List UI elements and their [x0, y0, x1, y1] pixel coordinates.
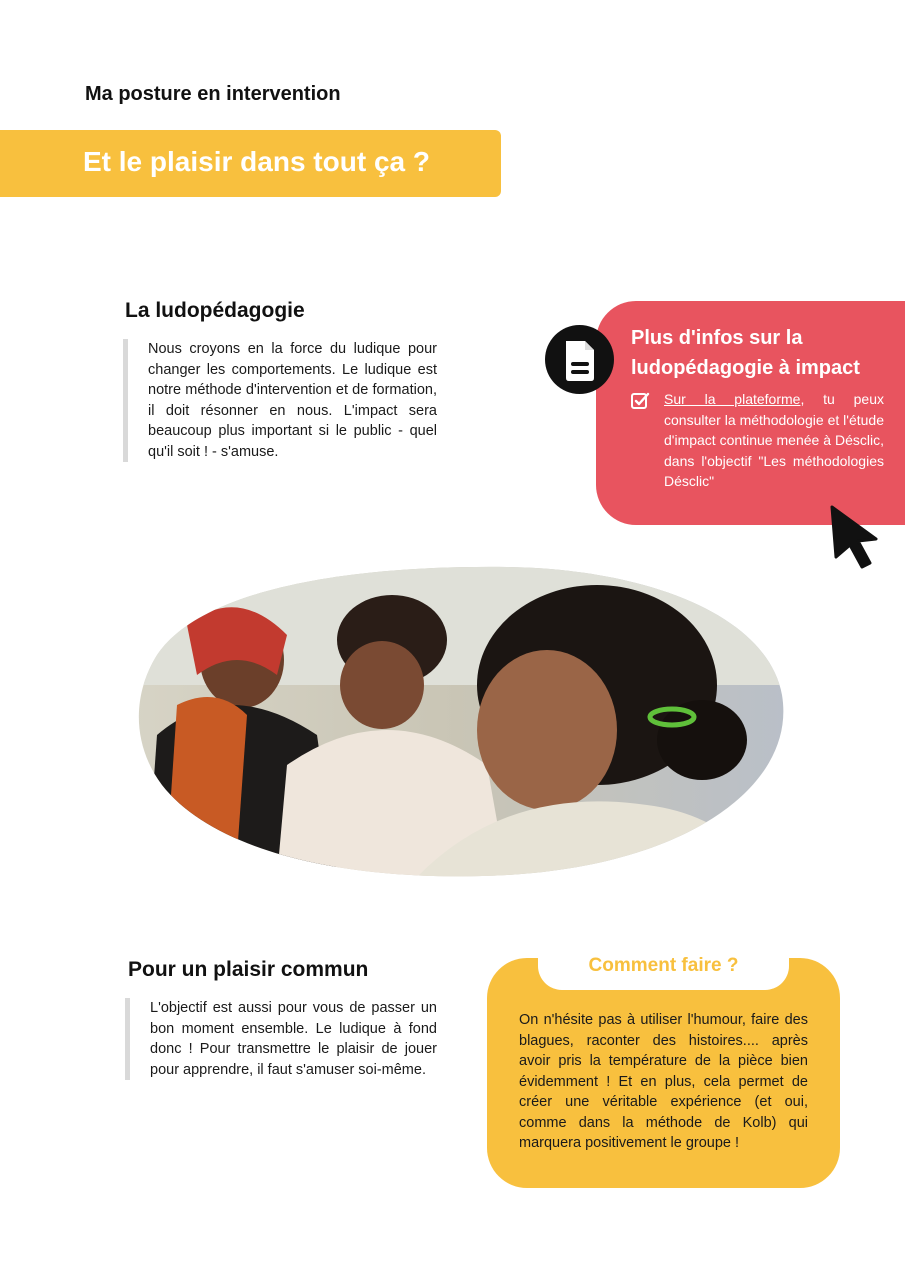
info-title: Plus d'infos sur la ludopédagogie à impact: [631, 327, 860, 379]
document-icon: [545, 325, 614, 394]
plaisir-heading: Pour un plaisir commun: [128, 958, 369, 981]
howto-title: Comment faire ?: [588, 955, 739, 976]
info-text: , tu peux consulter la méthodologie et l'étude d'impact continue menée à Désclic, dans l'objectif "Les méthodologies Désclic": [664, 391, 884, 489]
title-banner: [0, 130, 501, 197]
cursor-icon: [828, 503, 884, 576]
ludo-text: Nous croyons en la force du ludique pour changer les comportements. Le ludique est notre méthode d'intervention et de formation, il doit résonner en nous. L'impact sera beaucoup plus important si le public - quel qu'il soit ! - s'amuse.: [123, 339, 437, 462]
info-body: [664, 389, 884, 492]
group-photo: [127, 565, 787, 877]
howto-text: On n'hésite pas à utiliser l'humour, faire des blagues, raconter des histoires.... après avoir pris la température de la pièce bien évidemment ! Et en plus, cela permet de créer une véritable expérience (et oui, comme dans la méthode de Kolb) qui marquera positivement le groupe !: [519, 1012, 808, 1151]
plaisir-text: L'objectif est aussi pour vous de passer un bon moment ensemble. Le ludique à fond donc ! Pour transmettre le plaisir de jouer pour apprendre, il faut s'amuser soi-même.: [125, 998, 437, 1080]
platform-link[interactable]: Sur la plateforme: [664, 391, 801, 407]
info-callout: [596, 301, 905, 525]
ludo-heading: La ludopédagogie: [125, 299, 305, 322]
section-title: Ma posture en intervention: [85, 83, 341, 105]
page-title: Et le plaisir dans tout ça ?: [83, 146, 430, 177]
checkbox-icon: [630, 391, 650, 416]
